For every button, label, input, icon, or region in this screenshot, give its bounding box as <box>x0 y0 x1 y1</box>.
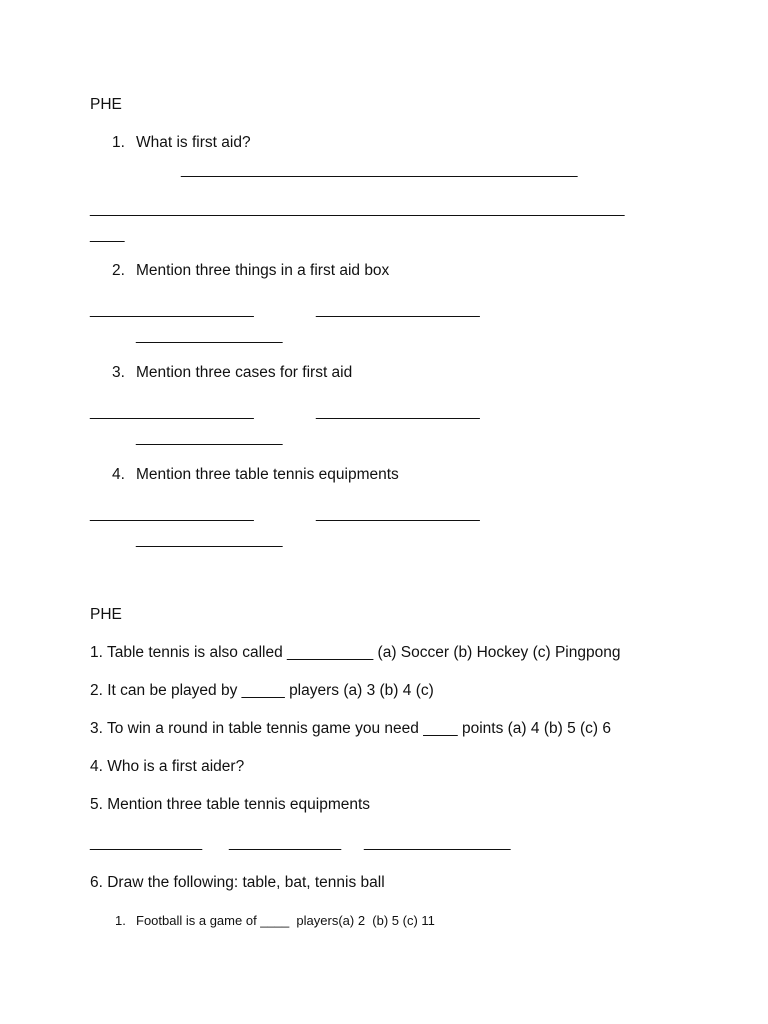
answer-blank: _________________ <box>136 531 283 548</box>
question-item: 5. Mention three table tennis equipments <box>90 796 371 813</box>
answer-line: ____ <box>90 226 125 243</box>
question-item: 1. Table tennis is also called __________ (a) Soccer (b) Hockey (c) Pingpong <box>90 644 621 661</box>
question-item: 4. Who is a first aider? <box>90 758 245 775</box>
question-text: What is first aid? <box>136 134 251 151</box>
answer-blank: ___________________ <box>90 403 254 420</box>
question-number: 1. <box>115 913 126 928</box>
answer-blank: _________________ <box>136 429 283 446</box>
section-heading: PHE <box>90 96 122 113</box>
answer-blank: _____________ <box>229 834 342 851</box>
answer-blank: ___________________ <box>90 505 254 522</box>
answer-blank: ___________________ <box>316 505 480 522</box>
question-item: 3. To win a round in table tennis game you need ____ points (a) 4 (b) 5 (c) 6 <box>90 720 611 737</box>
question-item: 6. Draw the following: table, bat, tennis ball <box>90 874 385 891</box>
answer-blank: _____________ <box>90 834 203 851</box>
question-text: Football is a game of ____ players(a) 2 (b) 5 (c) 11 <box>136 913 435 928</box>
question-number: 4. <box>112 466 125 483</box>
answer-blank: ___________________ <box>316 301 480 318</box>
answer-blank: _________________ <box>364 834 511 851</box>
question-text: Mention three table tennis equipments <box>136 466 399 483</box>
answer-line: ______________________________________________ <box>181 161 578 178</box>
answer-blank: _________________ <box>136 327 283 344</box>
question-text: Mention three cases for first aid <box>136 364 353 381</box>
answer-line: ______________________________________________________________ <box>90 200 625 217</box>
question-number: 2. <box>112 262 125 279</box>
question-text: Mention three things in a first aid box <box>136 262 390 279</box>
answer-blank: ___________________ <box>316 403 480 420</box>
answer-blank: ___________________ <box>90 301 254 318</box>
section-heading: PHE <box>90 606 122 623</box>
question-number: 3. <box>112 364 125 381</box>
question-number: 1. <box>112 134 125 151</box>
question-item: 2. It can be played by _____ players (a) 3 (b) 4 (c) <box>90 682 434 699</box>
